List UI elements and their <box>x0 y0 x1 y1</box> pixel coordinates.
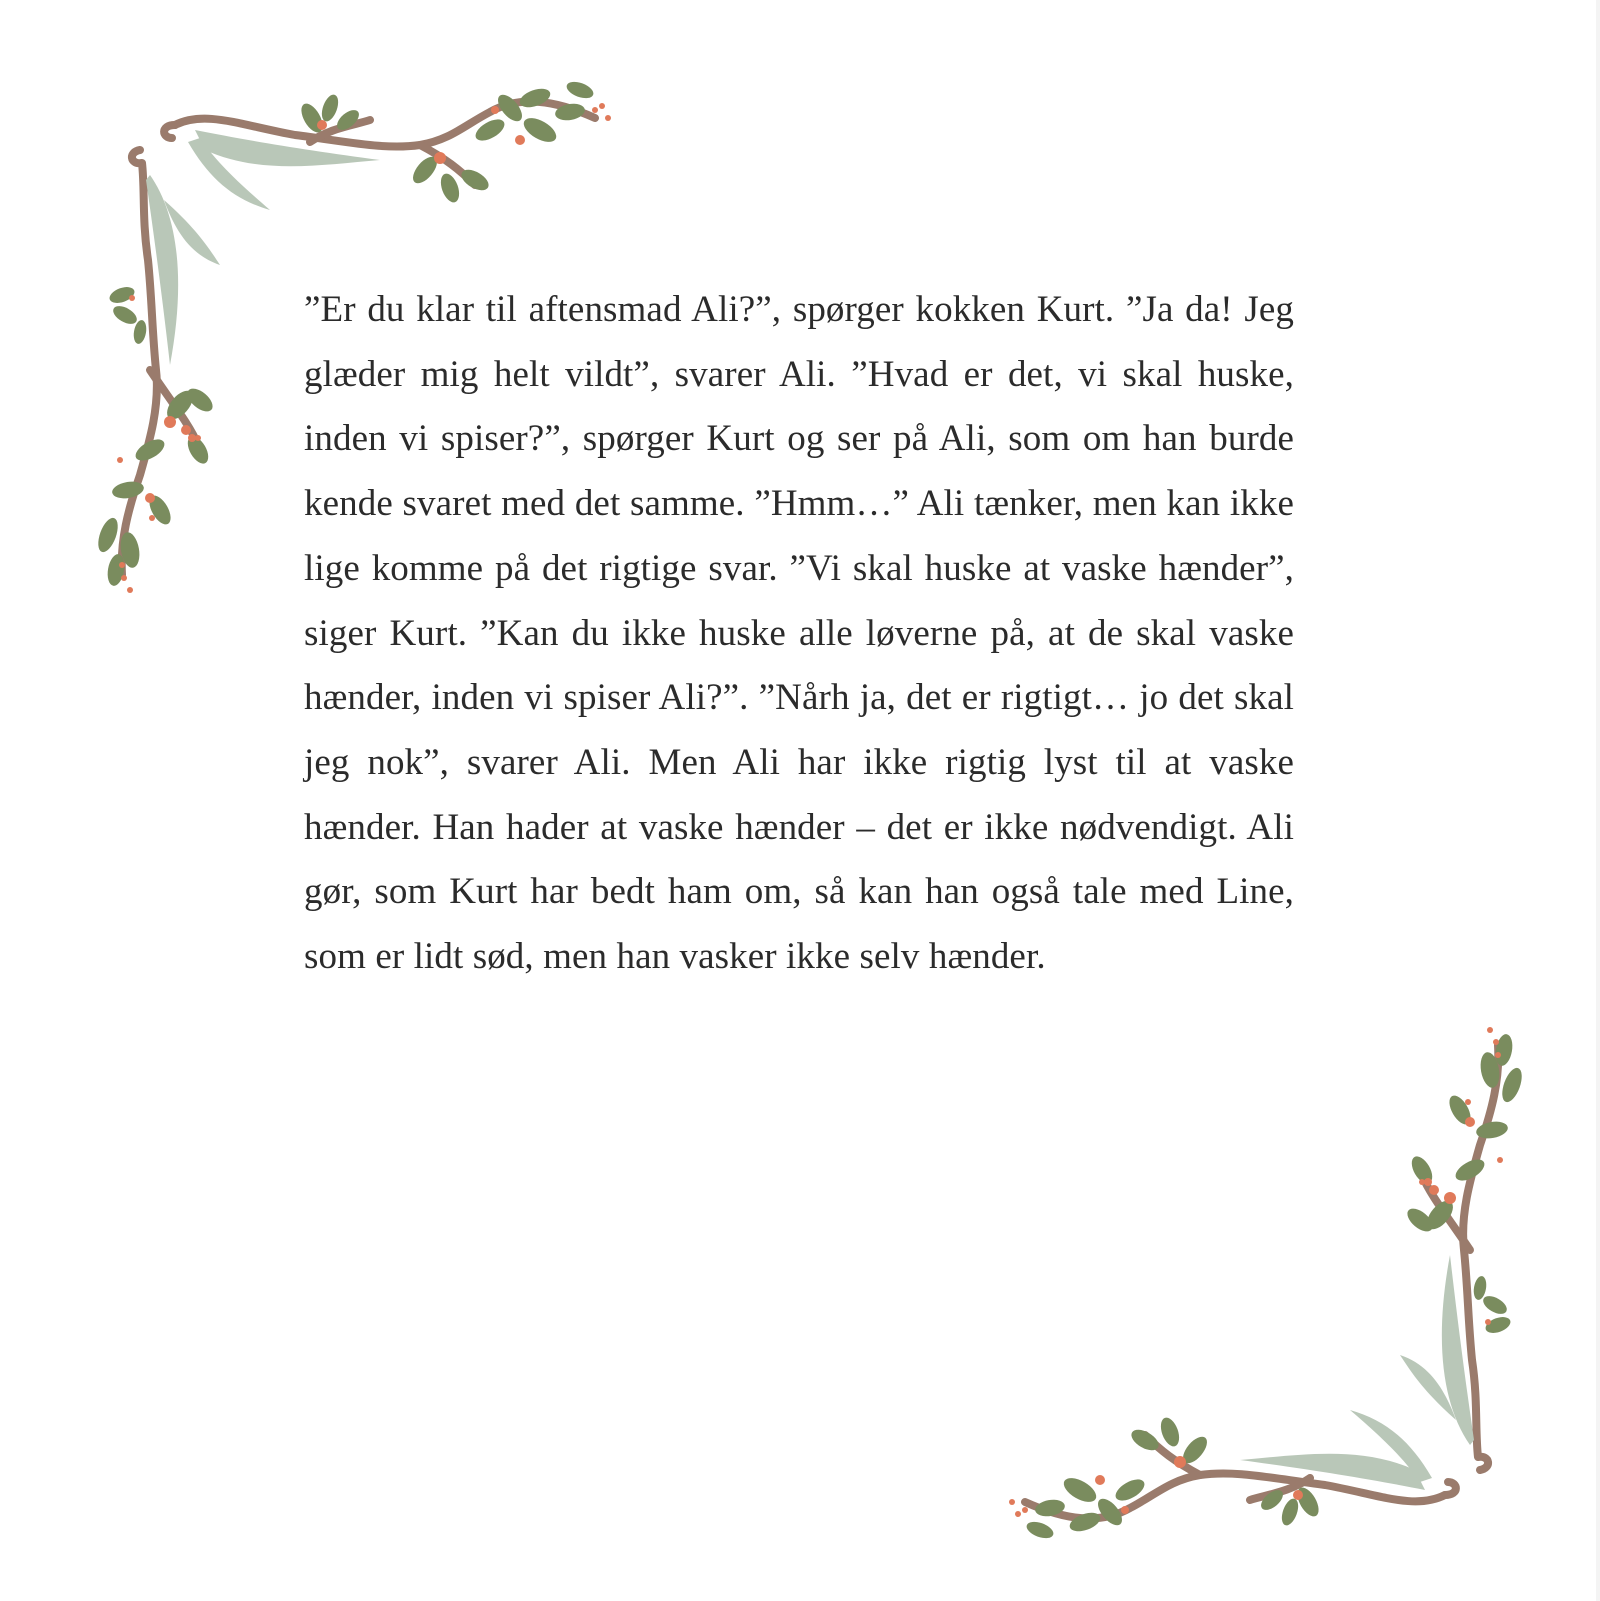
page-edge <box>1596 0 1600 1601</box>
story-paragraph: ”Er du klar til aftensmad Ali?”, spørger kokken Kurt. ”Ja da! Jeg glæder mig helt vildt”, svarer Ali. ”Hvad er det, vi skal huske, inden vi spiser?”, spørger Kurt og ser på Ali, som om han burde kende svaret med det samme. ”Hmm…” Ali tænker, men kan ikke lige komme på det rigtige svar. ”Vi skal huske at vaske hænder”, siger Kurt. ”Kan du ikke huske alle løverne på, at de skal vaske hænder, inden vi spiser Ali?”. ”Nårh ja, det er rigtigt… jo det skal jeg nok”, svarer Ali. Men Ali har ikke rigtig lyst til at vaske hænder. Han hader at vaske hænder – det er ikke nødvendigt. Ali gør, som Kurt har bedt ham om, så kan han også tale med Line, som er lidt sød, men han vasker ikke selv hænder. <box>304 289 1294 978</box>
bottom-right-branch-ornament <box>980 990 1540 1550</box>
